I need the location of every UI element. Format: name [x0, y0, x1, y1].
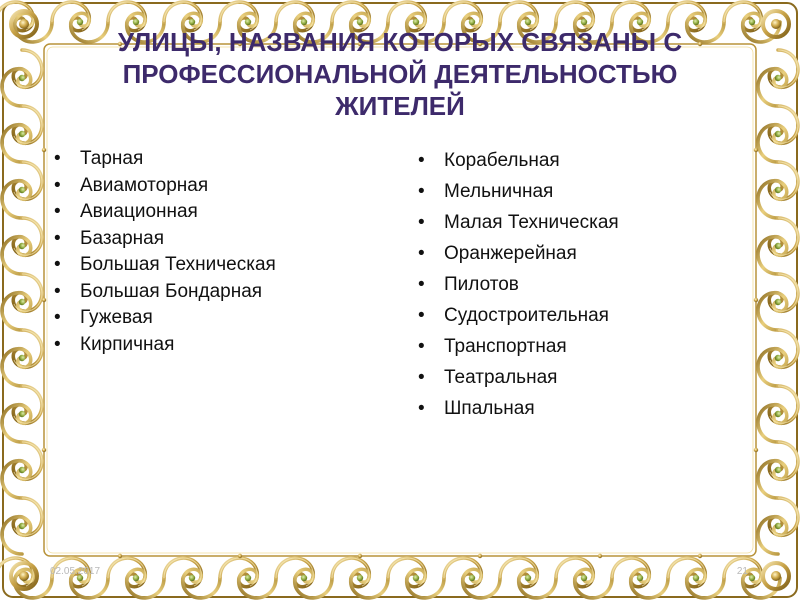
list-item: • Кирпичная: [54, 332, 384, 359]
list-item: • Мельничная: [418, 176, 718, 207]
list-item: • Большая Техническая: [54, 252, 384, 279]
list-item: • Транспортная: [418, 331, 718, 362]
list-item: • Театральная: [418, 362, 718, 393]
street-list-left: [54, 146, 384, 358]
list-item: • Пилотов: [418, 269, 718, 300]
list-item: • Малая Техническая: [418, 207, 718, 238]
slide-title: УЛИЦЫ, НАЗВАНИЯ КОТОРЫХ СВЯЗАНЫ С ПРОФЕССИОНАЛЬНОЙ ДЕЯТЕЛЬНОСТЬЮ ЖИТЕЛЕЙ: [117, 27, 683, 121]
list-item: • Тарная: [54, 146, 384, 173]
list-item: • Большая Бондарная: [54, 279, 384, 306]
footer-page-number: 21: [736, 566, 748, 577]
list-item: • Судостроительная: [418, 300, 718, 331]
list-item: • Оранжерейная: [418, 238, 718, 269]
list-item: • Корабельная: [418, 145, 718, 176]
list-item: • Шпальная: [418, 393, 718, 424]
street-list-right: [418, 145, 718, 424]
list-item: • Авиационная: [54, 199, 384, 226]
list-item: • Базарная: [54, 226, 384, 253]
footer-date: 02.05.2017: [50, 566, 101, 577]
list-item: • Гужевая: [54, 305, 384, 332]
list-item: • Авиамоторная: [54, 173, 384, 200]
